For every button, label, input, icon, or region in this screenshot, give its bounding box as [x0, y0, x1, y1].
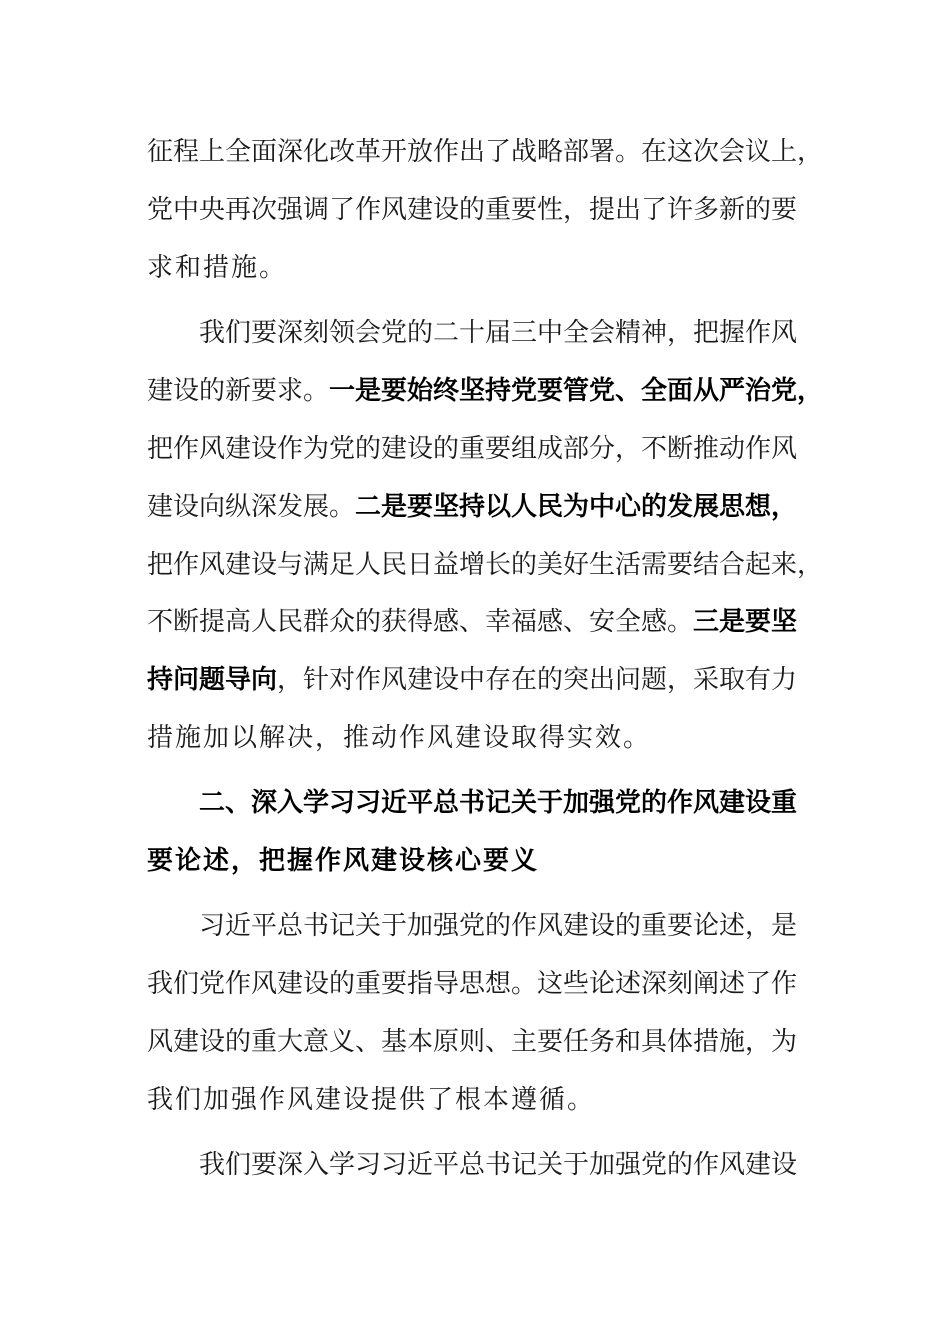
p2-line-2 — [147, 371, 824, 411]
section-heading-line-1: 二、深入学习习近平总书记关于加强党的作风建设重 — [199, 788, 798, 818]
p2-line-1: 我们要深刻领会党的二十届三中全会精神，把握作风 — [199, 318, 798, 348]
point-one-emphasis: 一是要始终坚持党要管党、全面从严治党， — [329, 376, 824, 406]
p2-line-7-text: ，针对作风建设中存在的突出问题，采取有力 — [277, 665, 798, 695]
p1-line-1: 征程上全面深化改革开放作出了战略部署。在这次会议上， — [147, 137, 824, 167]
p2-line-7 — [147, 660, 797, 700]
p2-line-6 — [147, 602, 797, 642]
p1-line-3: 求和措施。 — [147, 253, 288, 283]
p2-line-6-text: 不断提高人民群众的获得感、幸福感、安全感。 — [147, 607, 694, 637]
p3-line-1: 习近平总书记关于加强党的作风建设的重要论述，是 — [199, 911, 798, 941]
p2-line-3: 把作风建设作为党的建设的重要组成部分，不断推动作风 — [147, 434, 798, 464]
p2-line-4 — [147, 487, 797, 527]
p2-line-2-text: 建设的新要求。 — [147, 376, 330, 406]
point-three-emphasis-start: 三是要坚 — [693, 607, 798, 637]
p2-line-5: 把作风建设与满足人民日益增长的美好生活需要结合起来， — [147, 550, 824, 580]
p4-line-1: 我们要深入学习习近平总书记关于加强党的作风建设 — [199, 1150, 798, 1180]
p3-line-3: 风建设的重大意义、基本原则、主要任务和具体措施，为 — [147, 1027, 798, 1057]
p3-line-2: 我们党作风建设的重要指导思想。这些论述深刻阐述了作 — [147, 969, 798, 999]
p2-line-4-text: 建设向纵深发展。 — [147, 492, 356, 522]
p2-line-8: 措施加以解决，推动作风建设取得实效。 — [147, 723, 652, 753]
section-heading-line-2: 要论述，把握作风建设核心要义 — [147, 846, 540, 876]
point-two-emphasis: 二是要坚持以人民为中心的发展思想， — [355, 492, 798, 522]
p1-line-2: 党中央再次强调了作风建设的重要性，提出了许多新的要 — [147, 195, 798, 225]
p3-line-4: 我们加强作风建设提供了根本遵循。 — [147, 1085, 596, 1115]
point-three-emphasis-end: 持问题导向 — [147, 665, 278, 695]
